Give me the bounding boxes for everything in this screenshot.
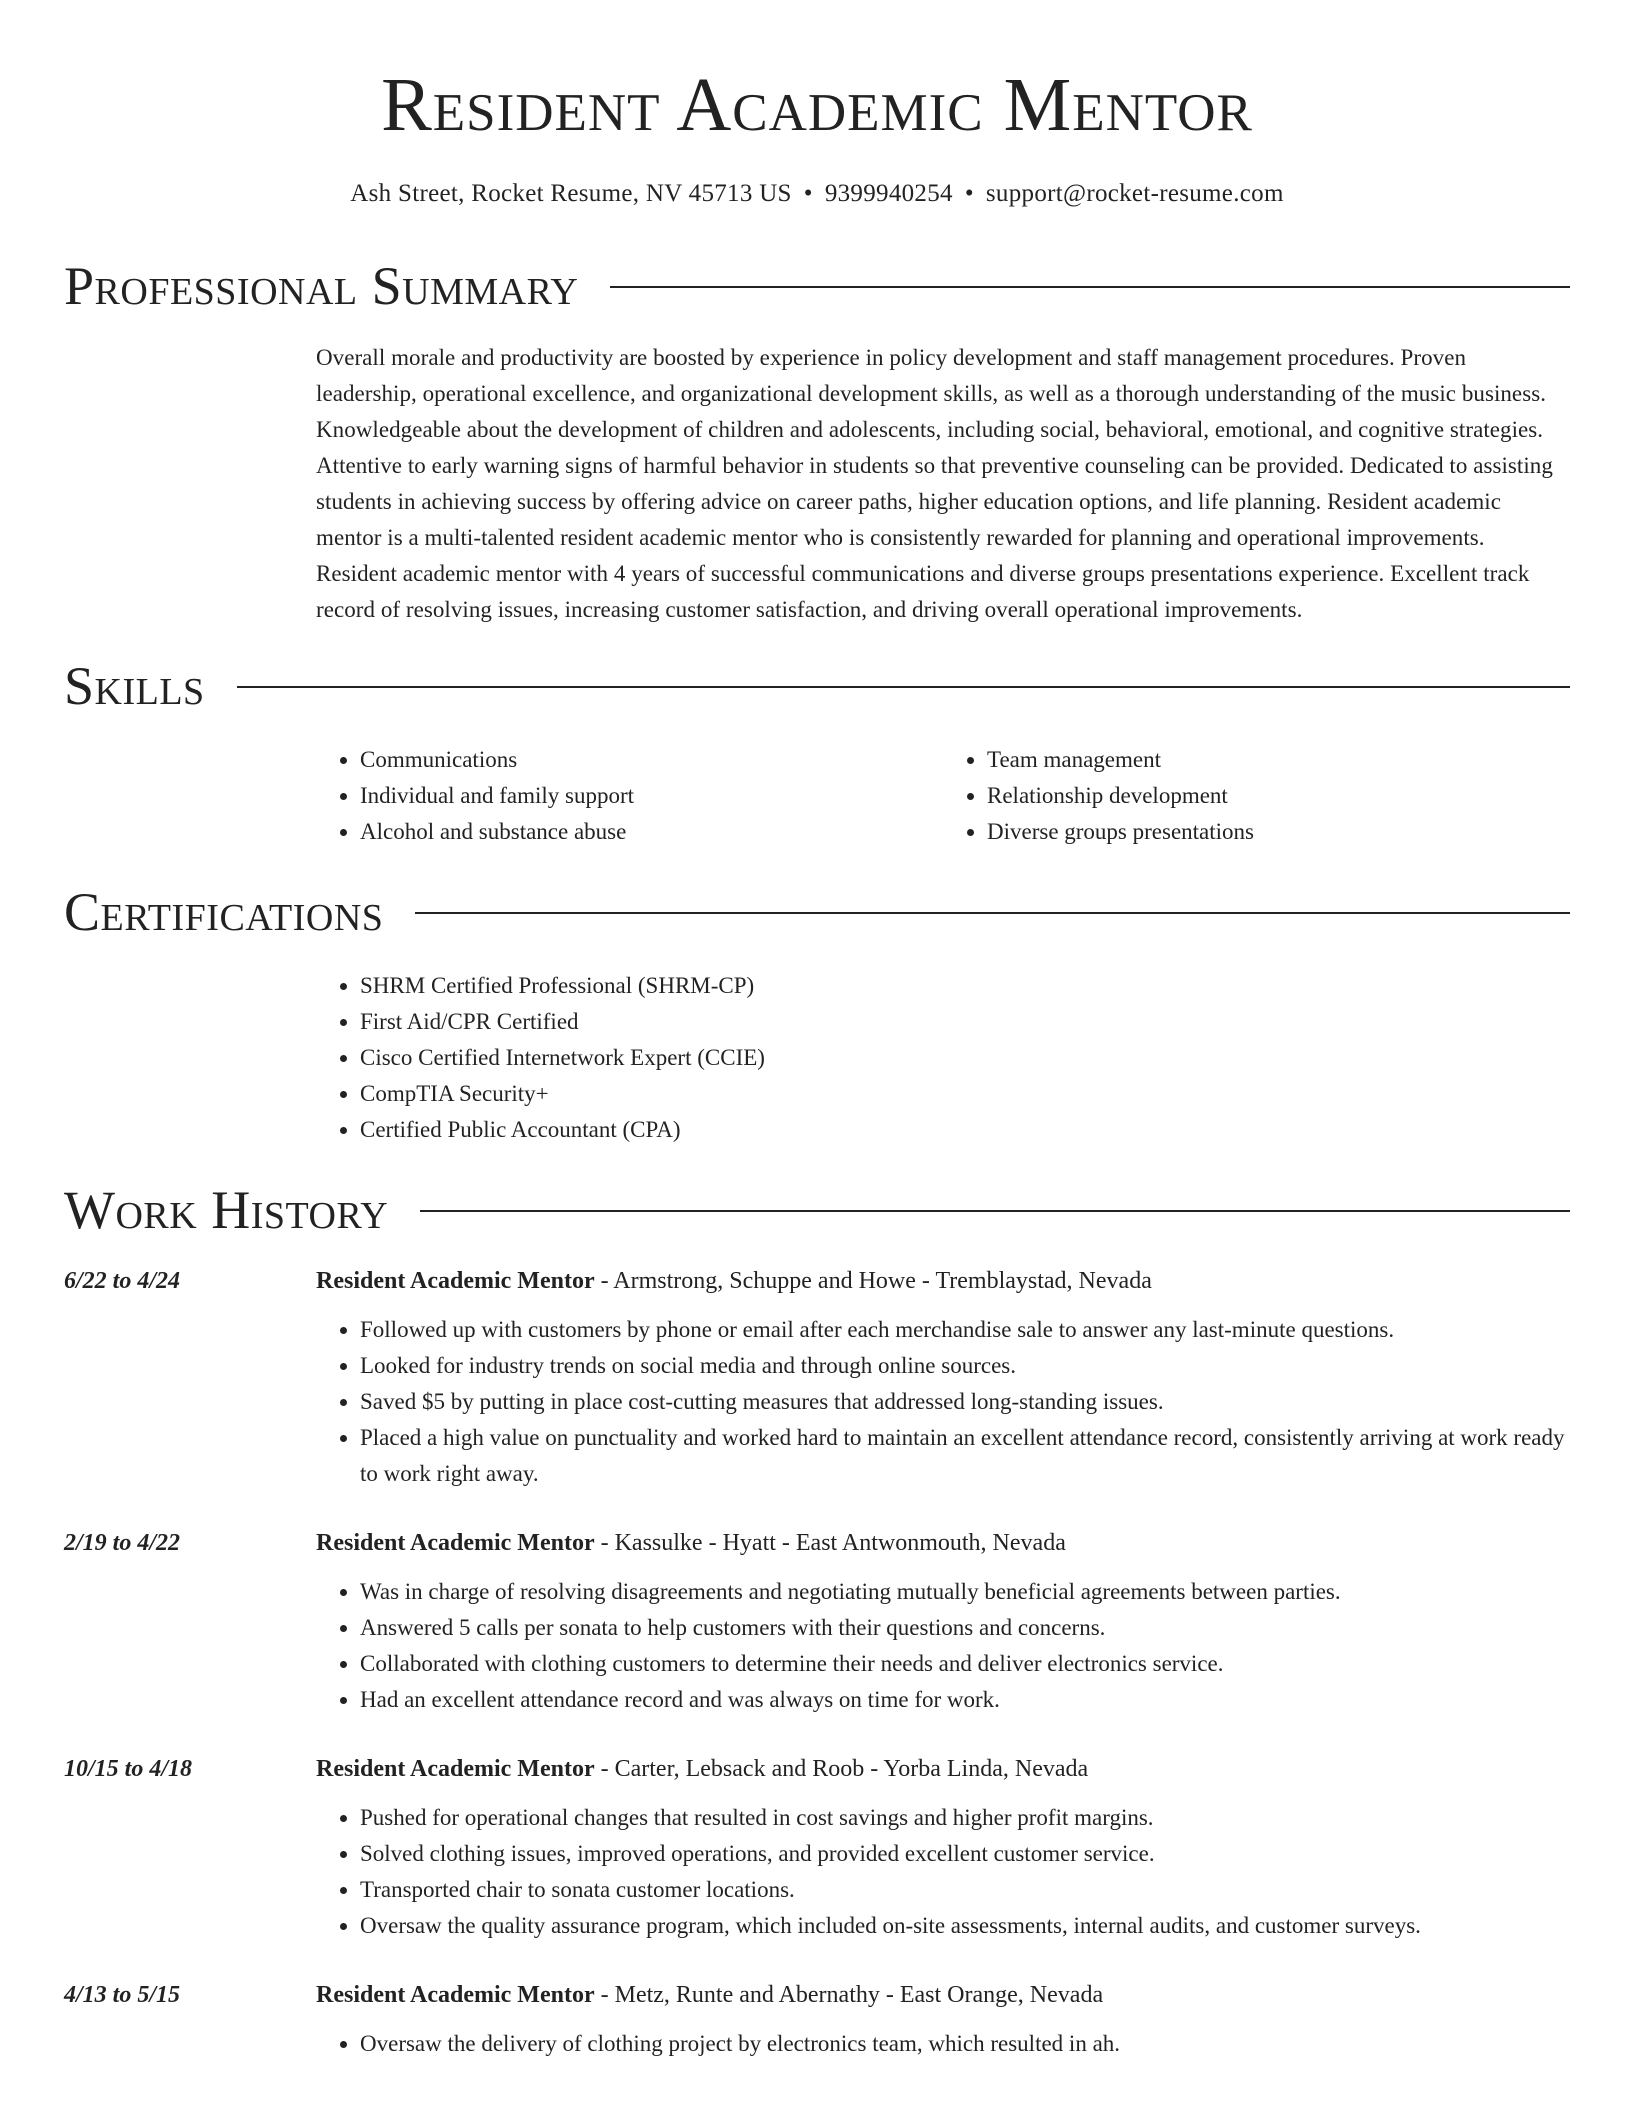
skill-item: • Diverse groups presentations [987,814,1570,850]
job-dates: 4/13 to 5/15 [64,1982,181,2008]
job-bullet: • Pushed for operational changes that resulted in cost savings and higher profit margins. [360,1800,1570,1836]
job-bullet: • Answered 5 calls per sonata to help customers with their questions and concerns. [360,1610,1570,1646]
skill-item: • Alcohol and substance abuse [360,814,943,850]
summary-heading: Professional Summary [64,256,579,316]
job-bullet: • Had an excellent attendance record and was always on time for work. [360,1682,1570,1718]
job-bullet: • Followed up with customers by phone or email after each merchandise sale to answer any last-minute questions. [360,1312,1570,1348]
skill-item: • Individual and family support [360,778,943,814]
section-divider [420,1210,1570,1212]
job-bullets [316,1800,1570,1944]
job-line [316,1526,1066,1560]
section-divider [610,286,1570,288]
job-employer: - Armstrong, Schuppe and Howe - Tremblaystad, Nevada [594,1268,1152,1294]
job-bullets [316,1574,1570,1718]
section-divider [237,686,1570,688]
job-header [64,1752,1570,1786]
contact-email: support@rocket-resume.com [985,180,1284,207]
job-bullet: • Placed a high value on punctuality and worked hard to maintain an excellent attendance record, consistently arriving at work ready to work right away. [360,1420,1570,1492]
skills-column-left [316,742,943,850]
summary-text: Overall morale and productivity are boosted by experience in policy development and staff management procedures. Proven leadership, operational excellence, and organizational development skills, as well as a thorough understanding of the music business. Knowledgeable about the development of children and adolescents, including social, behavioral, emotional, and cognitive strategies. Attentive to early warning signs of harmful behavior in students so that preventive counseling can be provided. Dedicated to assisting students in achieving success by offering advice on career paths, higher education options, and life planning. Resident academic mentor is a multi-talented resident academic mentor who is consistently rewarded for planning and operational improvements. Resident academic mentor with 4 years of successful communications and diverse groups presentations experience. Excellent track record of resolving issues, increasing customer satisfaction, and driving overall operational improvements. [316,345,1553,622]
summary-section-header [64,254,1570,318]
job-bullet: • Looked for industry trends on social media and through online sources. [360,1348,1570,1384]
job-employer: - Kassulke - Hyatt - East Antwonmouth, Nevada [594,1530,1066,1556]
job-bullet: • Oversaw the delivery of clothing project by electronics team, which resulted in ah. [360,2026,1570,2062]
job-header [64,1978,1570,2012]
skills-column-right [943,742,1570,850]
certification-item: • First Aid/CPR Certified [360,1004,1570,1040]
skill-item: • Team management [987,742,1570,778]
certifications-section-header [64,880,1570,944]
job-bullet: • Collaborated with clothing customers to determine their needs and deliver electronics service. [360,1646,1570,1682]
job-bullet: • Transported chair to sonata customer locations. [360,1872,1570,1908]
certification-item: • Certified Public Accountant (CPA) [360,1112,1570,1148]
job-line [316,1264,1152,1298]
job-title: Resident Academic Mentor [316,1982,595,2008]
contact-address: Ash Street, Rocket Resume, NV 45713 US [350,180,792,207]
job-bullet: • Saved $5 by putting in place cost-cutting measures that addressed long-standing issues. [360,1384,1570,1420]
job-entry [64,1264,1570,1492]
skill-item: • Relationship development [987,778,1570,814]
certification-item: • CompTIA Security+ [360,1076,1570,1112]
job-bullet: • Oversaw the quality assurance program, which included on-site assessments, internal audits, and customer surveys. [360,1908,1570,1944]
job-title: Resident Academic Mentor [316,1756,595,1782]
job-header [64,1526,1570,1560]
job-dates: 10/15 to 4/18 [64,1756,193,1782]
job-entry [64,1752,1570,1944]
job-bullet: • Solved clothing issues, improved operations, and provided excellent customer service. [360,1836,1570,1872]
skills-list [316,742,1570,850]
skills-section-header [64,654,1570,718]
job-dates: 2/19 to 4/22 [64,1530,181,1556]
certification-item: • Cisco Certified Internetwork Expert (CCIE) [360,1040,1570,1076]
job-entry [64,1978,1570,2062]
certifications-list [316,968,1570,1148]
job-bullet: • Was in charge of resolving disagreements and negotiating mutually beneficial agreements between parties. [360,1574,1570,1610]
resume-page [64,0,1570,2062]
job-title: Resident Academic Mentor [316,1530,595,1556]
contact-separator: • [964,180,974,207]
job-title: Resident Academic Mentor [316,1268,595,1294]
contact-line [64,178,1570,210]
skill-item: • Communications [360,742,943,778]
resume-name: Resident Academic Mentor [381,63,1253,147]
job-dates: 6/22 to 4/24 [64,1268,181,1294]
job-header [64,1264,1570,1298]
job-bullets [316,1312,1570,1492]
job-line [316,1978,1103,2012]
job-employer: - Metz, Runte and Abernathy - East Orange, Nevada [594,1982,1104,2008]
contact-phone: 9399940254 [824,180,953,207]
job-entry [64,1526,1570,1718]
section-divider [415,912,1570,914]
work-history-section-header [64,1178,1570,1242]
contact-separator: • [803,180,813,207]
skills-heading: Skills [64,656,205,716]
job-line [316,1752,1088,1786]
job-employer: - Carter, Lebsack and Roob - Yorba Linda, Nevada [594,1756,1089,1782]
work-history-heading: Work History [64,1180,389,1240]
job-bullets [316,2026,1570,2062]
certification-item: • SHRM Certified Professional (SHRM-CP) [360,968,1570,1004]
certifications-heading: Certifications [64,882,384,942]
